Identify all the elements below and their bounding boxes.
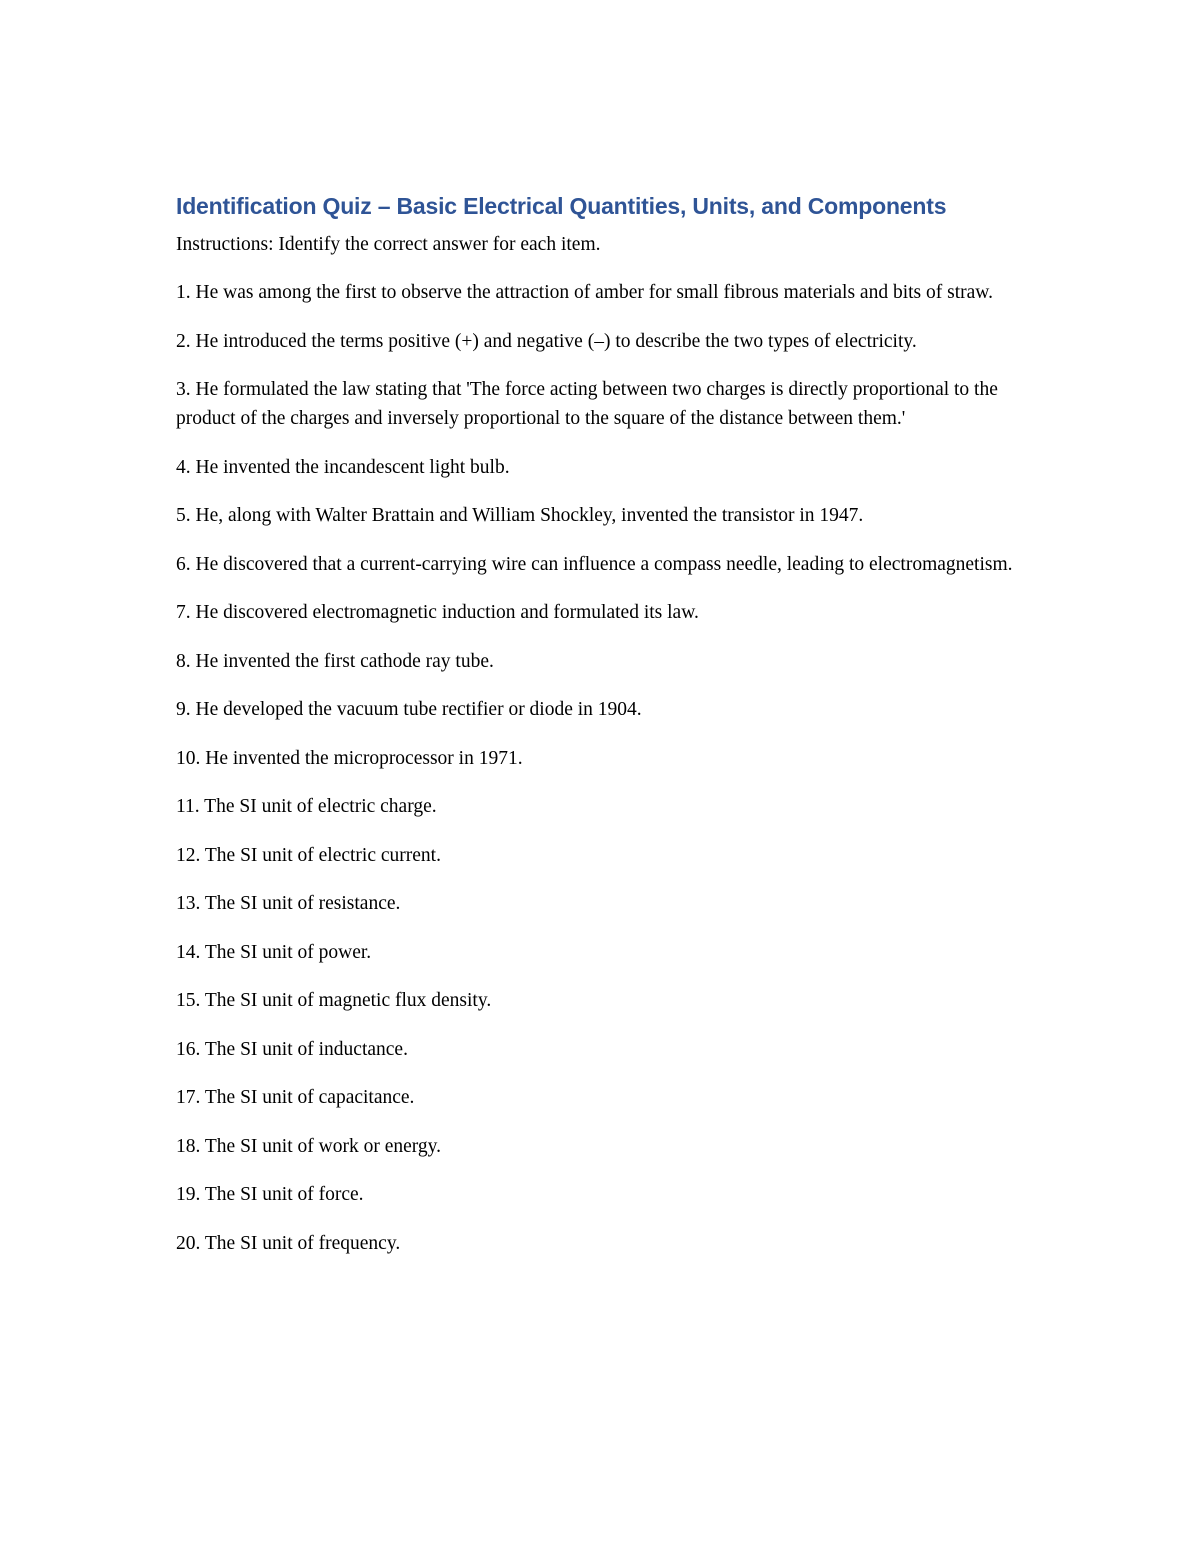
question-item-6: 6. He discovered that a current-carrying wire can influence a compass needle, leading to electromagnetism.	[176, 553, 1013, 575]
question-list	[176, 278, 1036, 1258]
question-item-20: 20. The SI unit of frequency.	[176, 1232, 401, 1254]
question-item-18: 18. The SI unit of work or energy.	[176, 1135, 442, 1157]
question-item-8: 8. He invented the first cathode ray tube.	[176, 650, 494, 672]
quiz-title: Identification Quiz – Basic Electrical Quantities, Units, and Components	[176, 193, 947, 219]
question-item-1: 1. He was among the first to observe the attraction of amber for small fibrous materials and bits of straw.	[176, 282, 993, 303]
question-item-11: 11. The SI unit of electric charge.	[176, 796, 437, 817]
question-item-17: 17. The SI unit of capacitance.	[176, 1087, 415, 1108]
question-item-9: 9. He developed the vacuum tube rectifier or diode in 1904.	[176, 699, 642, 720]
quiz-instructions: Instructions: Identify the correct answer for each item.	[176, 234, 601, 255]
question-item-15: 15. The SI unit of magnetic flux density.	[176, 990, 492, 1011]
question-item-19: 19. The SI unit of force.	[176, 1184, 364, 1205]
question-item-14: 14. The SI unit of power.	[176, 941, 372, 963]
document-page	[176, 190, 1036, 1277]
question-item-13: 13. The SI unit of resistance.	[176, 893, 401, 914]
question-item-3: 3. He formulated the law stating that 'The force acting between two charges is directly proportional to the product of the charges and inversely proportional to the square of the distance between them.'	[176, 379, 998, 429]
question-item-12: 12. The SI unit of electric current.	[176, 844, 441, 866]
question-item-10: 10. He invented the microprocessor in 1971.	[176, 747, 523, 769]
question-item-4: 4. He invented the incandescent light bulb.	[176, 456, 510, 478]
question-item-2: 2. He introduced the terms positive (+) and negative (–) to describe the two types of electricity.	[176, 330, 917, 352]
question-item-5: 5. He, along with Walter Brattain and William Shockley, invented the transistor in 1947.	[176, 505, 864, 526]
question-item-16: 16. The SI unit of inductance.	[176, 1038, 408, 1060]
question-item-7: 7. He discovered electromagnetic induction and formulated its law.	[176, 602, 699, 623]
